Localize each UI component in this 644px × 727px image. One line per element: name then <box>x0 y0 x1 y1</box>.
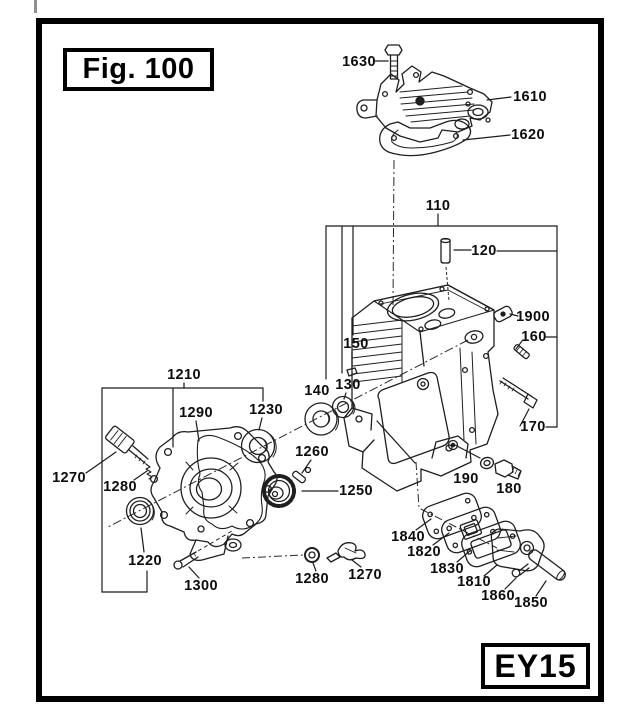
part-drawing-1260-pin <box>292 468 311 484</box>
part-drawing-120-pin <box>441 239 450 264</box>
part-label-130: 130 <box>335 377 361 393</box>
part-label-190: 190 <box>453 471 479 487</box>
part-label-110: 110 <box>425 198 451 214</box>
part-label-1290: 1290 <box>179 405 213 421</box>
part-label-1900: 1900 <box>516 309 550 325</box>
part-drawing-190-washer <box>479 456 494 470</box>
part-drawing-110-crankcase <box>344 285 498 491</box>
figure-number-text: Fig. 100 <box>82 53 195 85</box>
figure-number-box <box>63 48 214 91</box>
part-drawing-1300-bolt <box>174 552 198 569</box>
leader-lines <box>86 61 557 596</box>
part-drawing-1630-bolt <box>385 45 402 79</box>
part-drawing-160-stud <box>513 344 530 360</box>
part-label-1210: 1210 <box>167 367 201 383</box>
part-drawing-1280-lower-washer <box>305 548 319 562</box>
part-label-1860: 1860 <box>481 588 515 604</box>
part-label-1610: 1610 <box>513 89 547 105</box>
part-label-1270-lower: 1270 <box>348 567 382 583</box>
part-label-150: 150 <box>343 336 369 352</box>
part-label-1630: 1630 <box>342 54 376 70</box>
part-label-1810: 1810 <box>457 574 491 590</box>
part-drawing-1860-bolt <box>512 564 529 577</box>
part-label-1300: 1300 <box>184 578 218 594</box>
part-drawing-170-bolt <box>500 378 537 408</box>
part-label-1280-lower: 1280 <box>295 571 329 587</box>
part-drawing-1820-plate <box>439 504 503 555</box>
part-drawing-1270-lower-wing-plug <box>327 543 365 562</box>
part-drawing-1270-upper-plug <box>105 425 148 464</box>
part-label-140: 140 <box>304 383 330 399</box>
part-label-1230: 1230 <box>249 402 283 418</box>
part-label-1270-upper: 1270 <box>52 470 86 486</box>
part-drawing-180-plug <box>495 460 521 479</box>
part-label-170: 170 <box>520 419 546 435</box>
part-drawing-1250-gear <box>264 476 294 506</box>
part-label-1850: 1850 <box>514 595 548 611</box>
part-label-1620: 1620 <box>511 127 545 143</box>
part-label-120: 120 <box>471 243 497 259</box>
part-label-1280-upper: 1280 <box>103 479 137 495</box>
part-drawing-1850-tube <box>527 548 568 583</box>
part-drawing-1840-gasket <box>420 490 484 541</box>
part-label-180: 180 <box>496 481 522 497</box>
part-label-1260: 1260 <box>295 444 329 460</box>
part-label-1830: 1830 <box>430 561 464 577</box>
part-drawing-1620-head-gasket <box>380 120 471 155</box>
part-drawing-1610-cylinder-head <box>357 66 492 142</box>
part-label-1820: 1820 <box>407 544 441 560</box>
part-label-1250: 1250 <box>339 483 373 499</box>
axis-lines <box>108 160 497 558</box>
part-label-160: 160 <box>521 329 547 345</box>
model-code-box <box>481 643 590 689</box>
part-drawing-140-bearing <box>305 403 339 435</box>
part-label-1840: 1840 <box>391 529 425 545</box>
part-label-1220: 1220 <box>128 553 162 569</box>
model-code-text: EY15 <box>494 647 577 684</box>
part-drawing-1220-oil-seal <box>127 498 155 525</box>
part-drawing-1210-cover <box>151 427 277 561</box>
